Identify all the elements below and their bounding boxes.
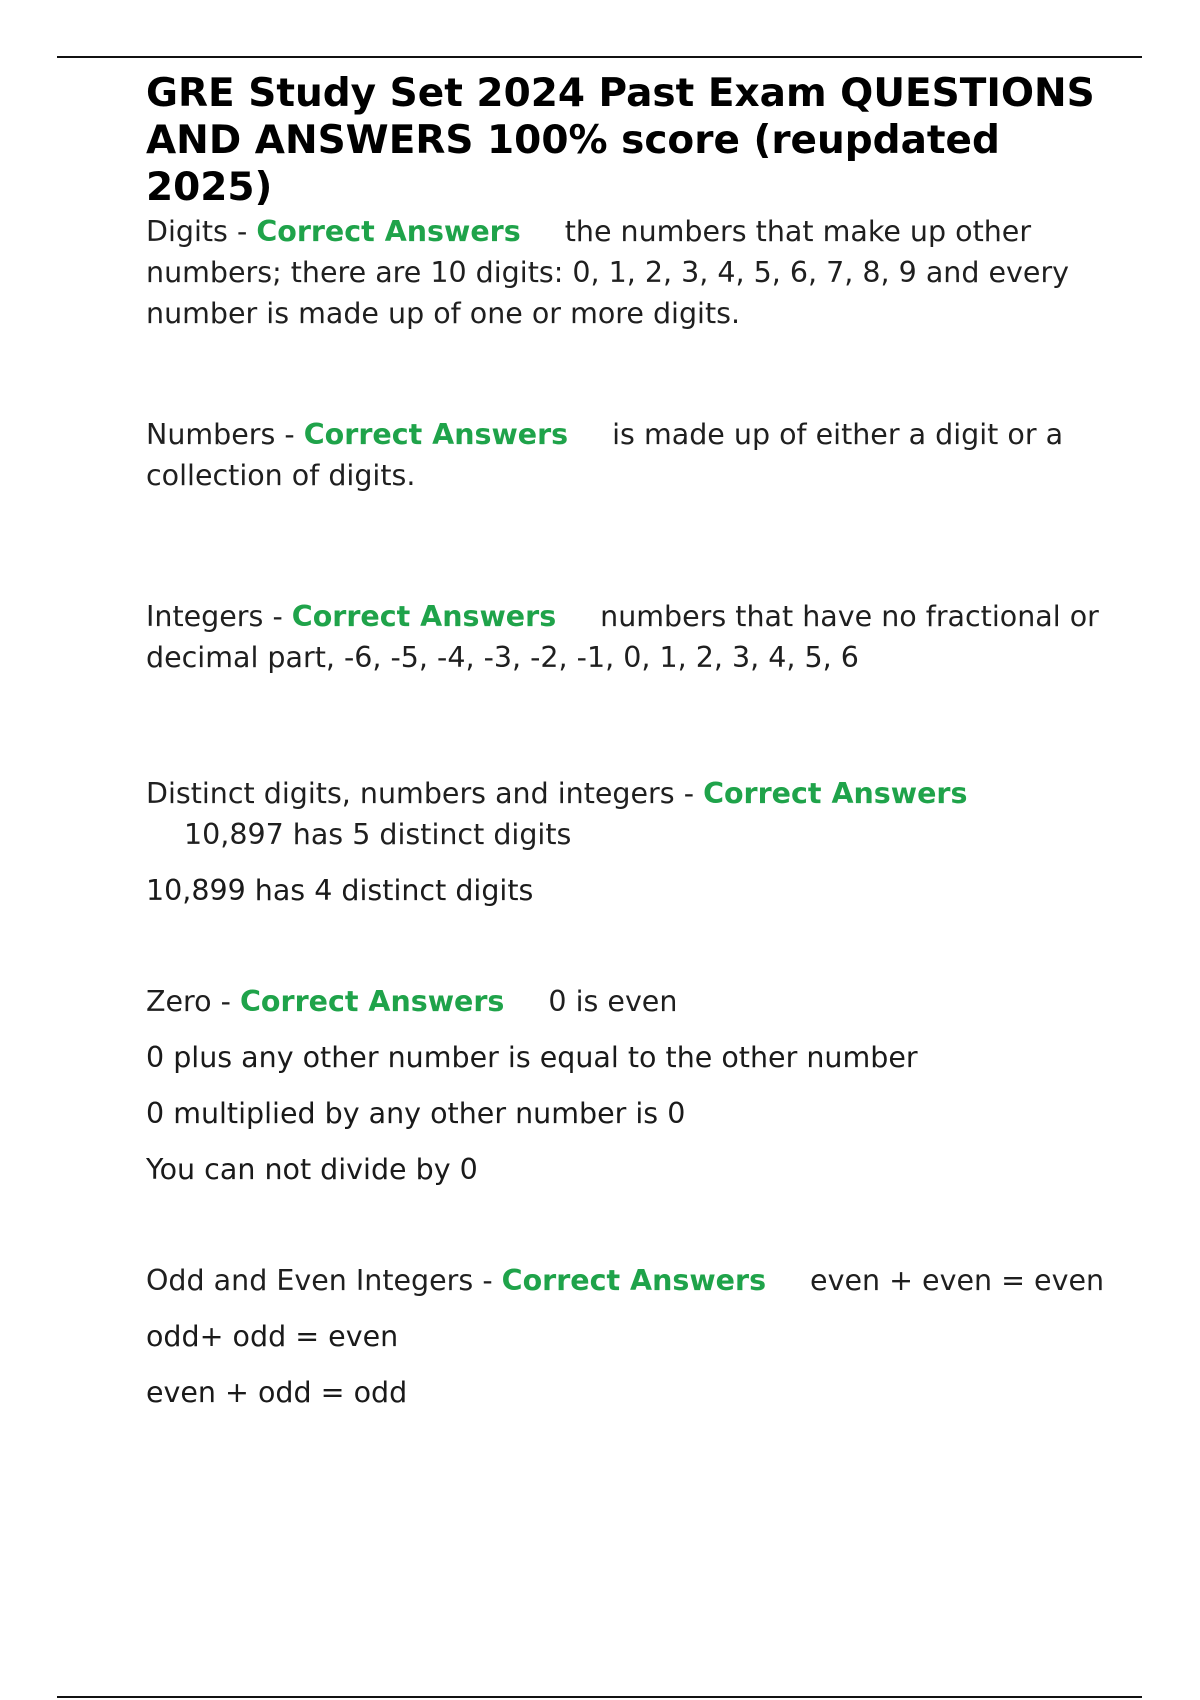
entry-extra-line: 0 plus any other number is equal to the other number [146,1041,918,1074]
top-rule [57,56,1142,58]
entry-term: Integers [146,600,264,633]
entry-separator: - [683,777,694,810]
qa-entry-integers [146,596,1106,678]
entry-definition: numbers that have no fractional or decimal part, -6, -5, -4, -3, -2, -1, 0, 1, 2, 3, 4, 5, 6 [146,600,1099,674]
entry-extra-line: You can not divide by 0 [146,1153,478,1186]
correct-answers-label: Correct Answers [240,985,505,1018]
qa-entry-numbers [146,414,1106,496]
entry-extra-line: odd+ odd = even [146,1320,399,1353]
qa-entry-odd-even [146,1260,1106,1413]
entry-separator: - [236,215,248,248]
entry-extra-line: 0 multiplied by any other number is 0 [146,1097,686,1130]
entry-term: Odd and Even Integers [146,1264,474,1297]
entry-term: Zero [146,985,212,1018]
qa-entry-zero [146,981,1106,1190]
entry-term: Digits [146,215,228,248]
entry-definition: 0 is even [548,985,678,1018]
entry-term: Distinct digits, numbers and integers [146,777,675,810]
entry-definition: even + even = even [810,1264,1105,1297]
entry-separator: - [482,1264,493,1297]
document-title: GRE Study Set 2024 Past Exam QUESTIONS AND ANSWERS 100% score (reupdated 2025) [146,71,1095,210]
correct-answers-label: Correct Answers [703,777,968,810]
entry-definition: the numbers that make up other numbers; there are 10 digits: 0, 1, 2, 3, 4, 5, 6, 7, 8, 9 and every number is made up of one or more digits. [146,215,1070,330]
correct-answers-label: Correct Answers [501,1264,767,1297]
document-body [146,70,1106,1413]
entry-definition: is made up of either a digit or a collection of digits. [146,418,1064,492]
correct-answers-label: Correct Answers [303,418,569,451]
correct-answers-label: Correct Answers [291,600,557,633]
qa-entry-digits [146,211,1106,334]
entry-separator: - [284,418,295,451]
entry-extra-line: even + odd = odd [146,1376,408,1409]
entry-separator: - [220,985,231,1018]
entry-separator: - [272,600,283,633]
qa-entry-distinct-digits [146,773,1106,911]
entry-definition: 10,897 has 5 distinct digits [184,818,572,851]
bottom-rule [57,1696,1142,1698]
entry-term: Numbers [146,418,276,451]
correct-answers-label: Correct Answers [256,215,521,248]
entry-extra-line: 10,899 has 4 distinct digits [146,874,534,907]
